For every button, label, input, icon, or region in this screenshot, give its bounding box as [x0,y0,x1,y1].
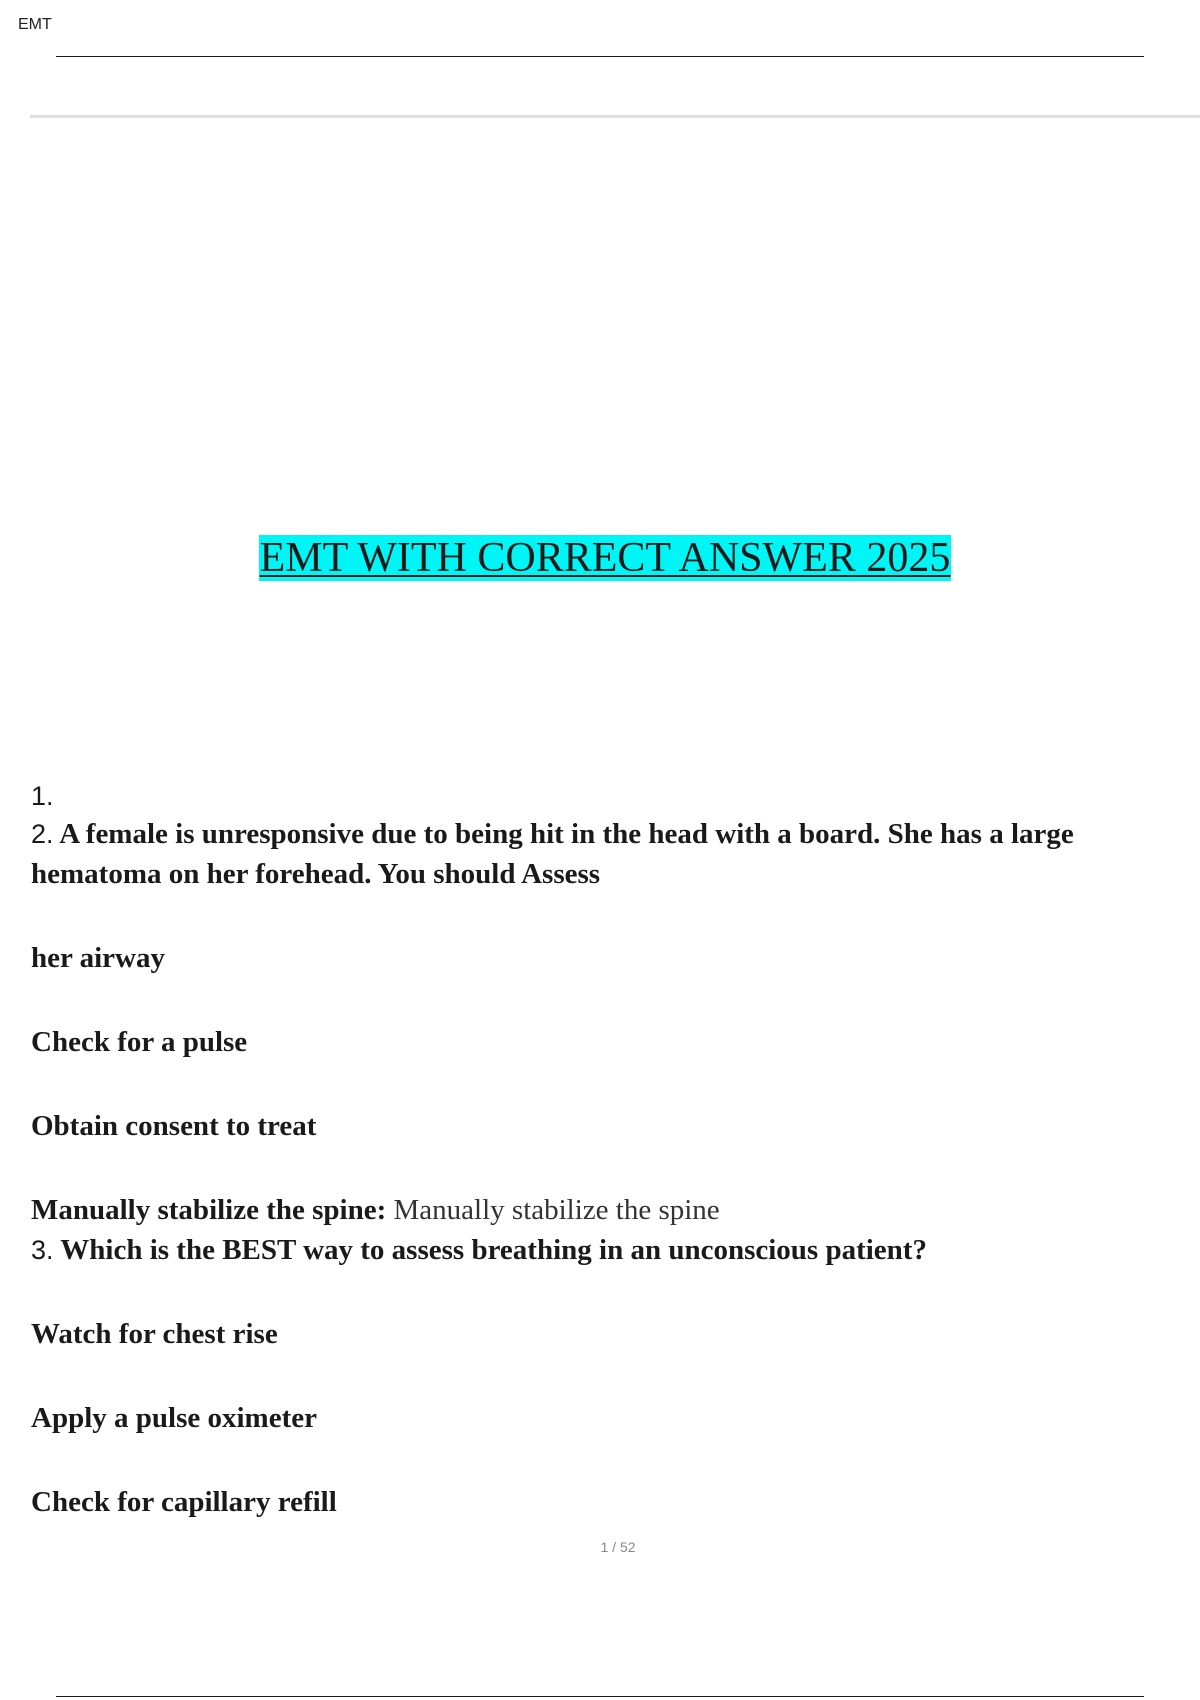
footer-divider [56,1696,1144,1697]
question-2-option: Obtain consent to treat [31,1110,317,1142]
question-2-number: 2. [31,819,54,849]
answer-value: Manually stabilize the spine [393,1194,720,1226]
question-3-text: Which is the BEST way to assess breathing in an unconscious patient? [60,1234,927,1266]
question-3-option: Apply a pulse oximeter [31,1402,317,1434]
question-3 [31,1230,1181,1270]
question-2-text: A female is unresponsive due to being hit in the head with a board. She has a large hematoma on her forehead. You should Assess [31,818,1074,890]
question-2-option: her airway [31,942,165,974]
question-2-option: Check for a pulse [31,1026,248,1058]
question-3-number: 3. [31,1235,54,1265]
question-3-option: Check for capillary refill [31,1486,337,1518]
page-indicator: 1 / 52 [600,1539,636,1555]
question-3-option: Watch for chest rise [31,1318,278,1350]
document-title: EMT WITH CORRECT ANSWER 2025 [259,535,951,581]
document-title-wrapper [0,534,1200,582]
header-label: EMT [18,16,52,33]
viewer-divider [30,115,1200,118]
question-list [31,778,1181,1522]
header-divider [56,56,1144,57]
answer-label: Manually stabilize the spine: [31,1194,387,1226]
question-2 [31,814,1181,894]
question-2-answer [31,1190,1181,1230]
question-number-1: 1. [31,781,54,811]
